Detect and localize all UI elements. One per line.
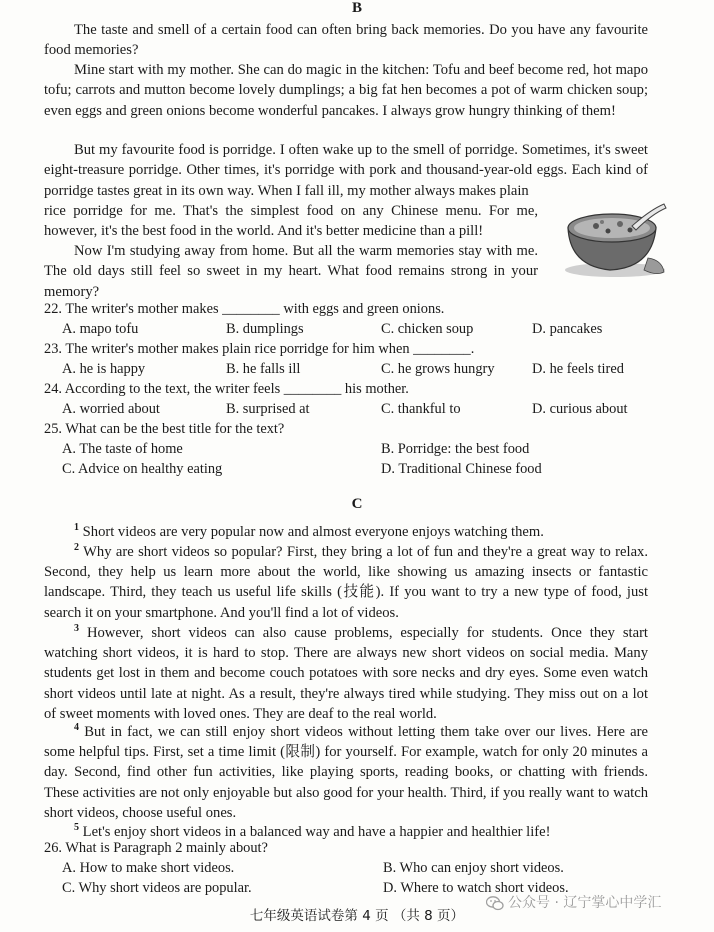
question-23-option-c[interactable]: C. he grows hungry — [381, 361, 495, 377]
question-24-option-d[interactable]: D. curious about — [532, 401, 628, 417]
question-26-option-d[interactable]: D. Where to watch short videos. — [383, 880, 569, 896]
section-c-paragraph-1: $^1$ Short videos are very popular now and almost everyone enjoys watching them. — [74, 522, 544, 540]
section-b-paragraph-1: The taste and smell of a certain food can often bring back memories. Do you have any favourite food memories? — [44, 22, 648, 59]
porridge-bowl-icon — [560, 200, 670, 280]
section-b-title: B — [351, 0, 362, 16]
section-b-paragraph-3a: But my favourite food is porridge. I often wake up to the smell of porridge. Sometimes, it's sweet eight-treasure porridge. Other times, it's porridge with pork and thousand-year-old eggs. Each kind of porridge tastes great in its own way. When I fall ill, my mother always makes plain — [44, 142, 648, 199]
section-c-paragraph-2: $^2$ Why are short videos so popular? First, they bring a lot of fun and they're a great way to relax. Second, they help us learn more about the world, like showing us amazing insects or fantastic landscape. Third, they teach us useful life skills (技能). If you want to try a new type of food, just search it on your smartphone. And you'll find a lot of videos. — [44, 542, 648, 621]
section-b-paragraph-2: Mine start with my mother. She can do magic in the kitchen: Tofu and beef become red, hot mapo tofu; carrots and mutton become lovely dumplings; a big fat hen becomes a pot of warm chicken soup; even eggs and green onions become wonderful pancakes. I always grow hungry thinking of them! — [44, 62, 648, 119]
section-c-paragraph-4: $^4$ But in fact, we can still enjoy short videos without letting them take over our lives. Here are some helpful tips. First, set a time limit (限制) for yourself. For example, watch for only 20 minutes a day. Second, find other fun activities, like playing sports, reading books, or chatting with friends. These activities are not only enjoyable but also good for your health. Third, if you really want to watch short videos, choose useful ones. — [44, 722, 648, 822]
question-26-option-b[interactable]: B. Who can enjoy short videos. — [383, 860, 564, 876]
page-footer: 七年级英语试卷第 4 页 （共 8 页） — [249, 908, 465, 924]
section-c-paragraph-5: $^5$ Let's enjoy short videos in a balanced way and have a happier and healthier life! — [74, 822, 551, 840]
question-25-option-d[interactable]: D. Traditional Chinese food — [381, 461, 542, 477]
question-25-option-c[interactable]: C. Advice on healthy eating — [62, 461, 223, 477]
question-22-option-d[interactable]: D. pancakes — [532, 321, 603, 337]
paragraph-number: 1 — [74, 522, 79, 533]
question-26-option-a[interactable]: A. How to make short videos. — [62, 860, 235, 876]
paragraph-number: 4 — [74, 722, 79, 733]
question-23-option-b[interactable]: B. he falls ill — [226, 361, 301, 377]
question-24-option-a[interactable]: A. worried about — [62, 401, 160, 417]
question-22-option-b[interactable]: B. dumplings — [226, 321, 304, 337]
section-c-title: C — [351, 496, 363, 512]
question-22-option-a[interactable]: A. mapo tofu — [62, 321, 139, 337]
question-22-option-c[interactable]: C. chicken soup — [381, 321, 474, 337]
question-23: 23. The writer's mother makes plain rice porridge for him when ________. — [44, 341, 475, 357]
paragraph-number: 3 — [74, 623, 79, 634]
question-24: 24. According to the text, the writer feels ________ his mother. — [44, 381, 409, 397]
question-26-option-c[interactable]: C. Why short videos are popular. — [62, 880, 252, 896]
question-22: 22. The writer's mother makes ________ with eggs and green onions. — [44, 301, 445, 317]
question-26: 26. What is Paragraph 2 mainly about? — [44, 840, 268, 856]
section-c-paragraph-3: $^3$ However, short videos can also cause problems, especially for students. Once they start watching short videos, it is hard to stop. There are always new short videos on social media. Many students get lost in them and become couch potatoes with sore necks and dry eyes. Some even watch short videos until late at night. As a result, they're always tired while studying. They miss out on a lot of sweet moments with loved ones. They are deaf to the real world. — [44, 623, 648, 723]
question-25-option-a[interactable]: A. The taste of home — [62, 441, 183, 457]
question-24-option-b[interactable]: B. surprised at — [226, 401, 310, 417]
question-25: 25. What can be the best title for the text? — [44, 421, 285, 437]
section-b-paragraph-3b: rice porridge for me. That's the simplest food on any Chinese menu. For me, however, it's the best food in the world. And it's better medicine than a pill! — [44, 203, 538, 240]
watermark-text: 公众号 · 辽宁掌心中学汇 — [508, 895, 662, 911]
question-24-option-c[interactable]: C. thankful to — [381, 401, 461, 417]
section-b-paragraph-4: Now I'm studying away from home. But all the warm memories stay with me. The old days still feel so sweet in my heart. What food remains strong in your memory? — [44, 243, 538, 300]
paragraph-number: 2 — [74, 542, 79, 553]
question-23-option-d[interactable]: D. he feels tired — [532, 361, 624, 377]
paragraph-number: 5 — [74, 822, 79, 833]
question-25-option-b[interactable]: B. Porridge: the best food — [381, 441, 530, 457]
question-23-option-a[interactable]: A. he is happy — [62, 361, 146, 377]
